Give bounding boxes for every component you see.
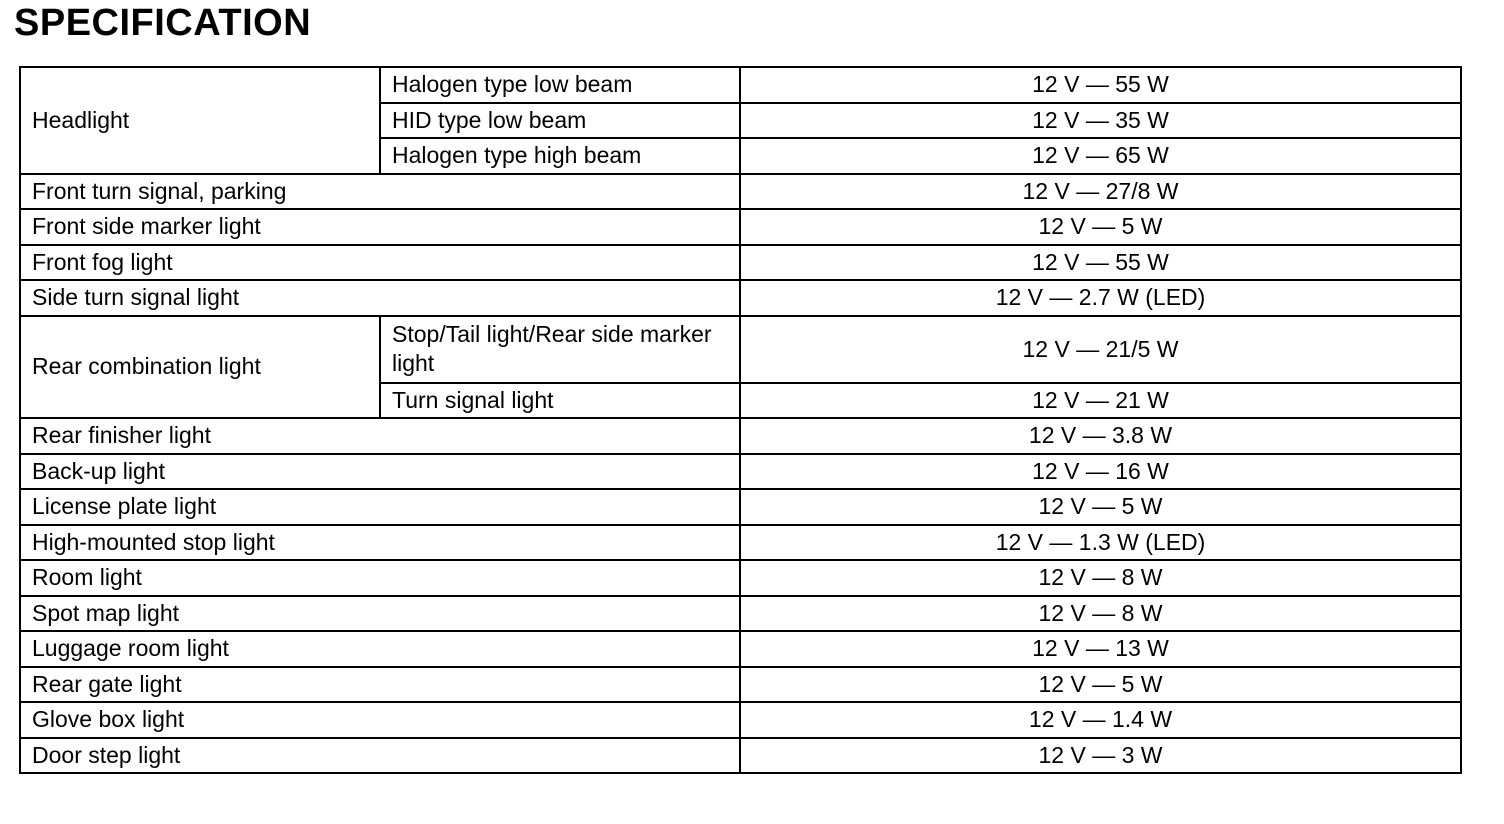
- table-row: [20, 316, 1461, 383]
- table-row: [20, 738, 1461, 774]
- spec-value: 12 V — 21 W: [740, 383, 1461, 419]
- table-row: [20, 596, 1461, 632]
- spec-value: 12 V — 55 W: [740, 67, 1461, 103]
- spec-value: 12 V — 1.3 W (LED): [740, 525, 1461, 561]
- spec-value: 12 V — 8 W: [740, 596, 1461, 632]
- item-label: Door step light: [20, 738, 740, 774]
- table-row: [20, 667, 1461, 703]
- table-row: [20, 525, 1461, 561]
- page-title: SPECIFICATION: [14, 2, 312, 44]
- spec-value: 12 V — 55 W: [740, 245, 1461, 281]
- table-row: [20, 631, 1461, 667]
- spec-value: 12 V — 65 W: [740, 138, 1461, 174]
- item-label: Rear gate light: [20, 667, 740, 703]
- specification-table: [19, 66, 1462, 774]
- table-row: [20, 454, 1461, 490]
- item-label: Front turn signal, parking: [20, 174, 740, 210]
- item-label: Spot map light: [20, 596, 740, 632]
- item-label: License plate light: [20, 489, 740, 525]
- item-label: Back-up light: [20, 454, 740, 490]
- spec-value: 12 V — 3.8 W: [740, 418, 1461, 454]
- table-row: [20, 489, 1461, 525]
- table-row: [20, 560, 1461, 596]
- spec-value: 12 V — 35 W: [740, 103, 1461, 139]
- spec-value: 12 V — 1.4 W: [740, 702, 1461, 738]
- spec-value: 12 V — 13 W: [740, 631, 1461, 667]
- table-row: [20, 209, 1461, 245]
- item-label: Rear finisher light: [20, 418, 740, 454]
- spec-value: 12 V — 5 W: [740, 667, 1461, 703]
- table-row: [20, 174, 1461, 210]
- table-row: [20, 280, 1461, 316]
- table-row: [20, 418, 1461, 454]
- table-row: [20, 67, 1461, 103]
- item-label: Room light: [20, 560, 740, 596]
- spec-value: 12 V — 2.7 W (LED): [740, 280, 1461, 316]
- spec-value: 12 V — 5 W: [740, 209, 1461, 245]
- spec-value: 12 V — 8 W: [740, 560, 1461, 596]
- item-label: Halogen type low beam: [380, 67, 740, 103]
- item-label: Halogen type high beam: [380, 138, 740, 174]
- item-label: Front fog light: [20, 245, 740, 281]
- item-label: Side turn signal light: [20, 280, 740, 316]
- table-row: [20, 702, 1461, 738]
- spec-value: 12 V — 5 W: [740, 489, 1461, 525]
- spec-value: 12 V — 21/5 W: [740, 316, 1461, 383]
- item-label: Front side marker light: [20, 209, 740, 245]
- group-label-rear-combination: Rear combination light: [20, 316, 380, 419]
- item-label: High-mounted stop light: [20, 525, 740, 561]
- spec-value: 12 V — 16 W: [740, 454, 1461, 490]
- table-row: [20, 245, 1461, 281]
- item-label: Stop/Tail light/Rear side marker light: [380, 316, 740, 383]
- item-label: Luggage room light: [20, 631, 740, 667]
- spec-value: 12 V — 3 W: [740, 738, 1461, 774]
- group-label-headlight: Headlight: [20, 67, 380, 174]
- item-label: HID type low beam: [380, 103, 740, 139]
- item-label: Turn signal light: [380, 383, 740, 419]
- item-label: Glove box light: [20, 702, 740, 738]
- spec-value: 12 V — 27/8 W: [740, 174, 1461, 210]
